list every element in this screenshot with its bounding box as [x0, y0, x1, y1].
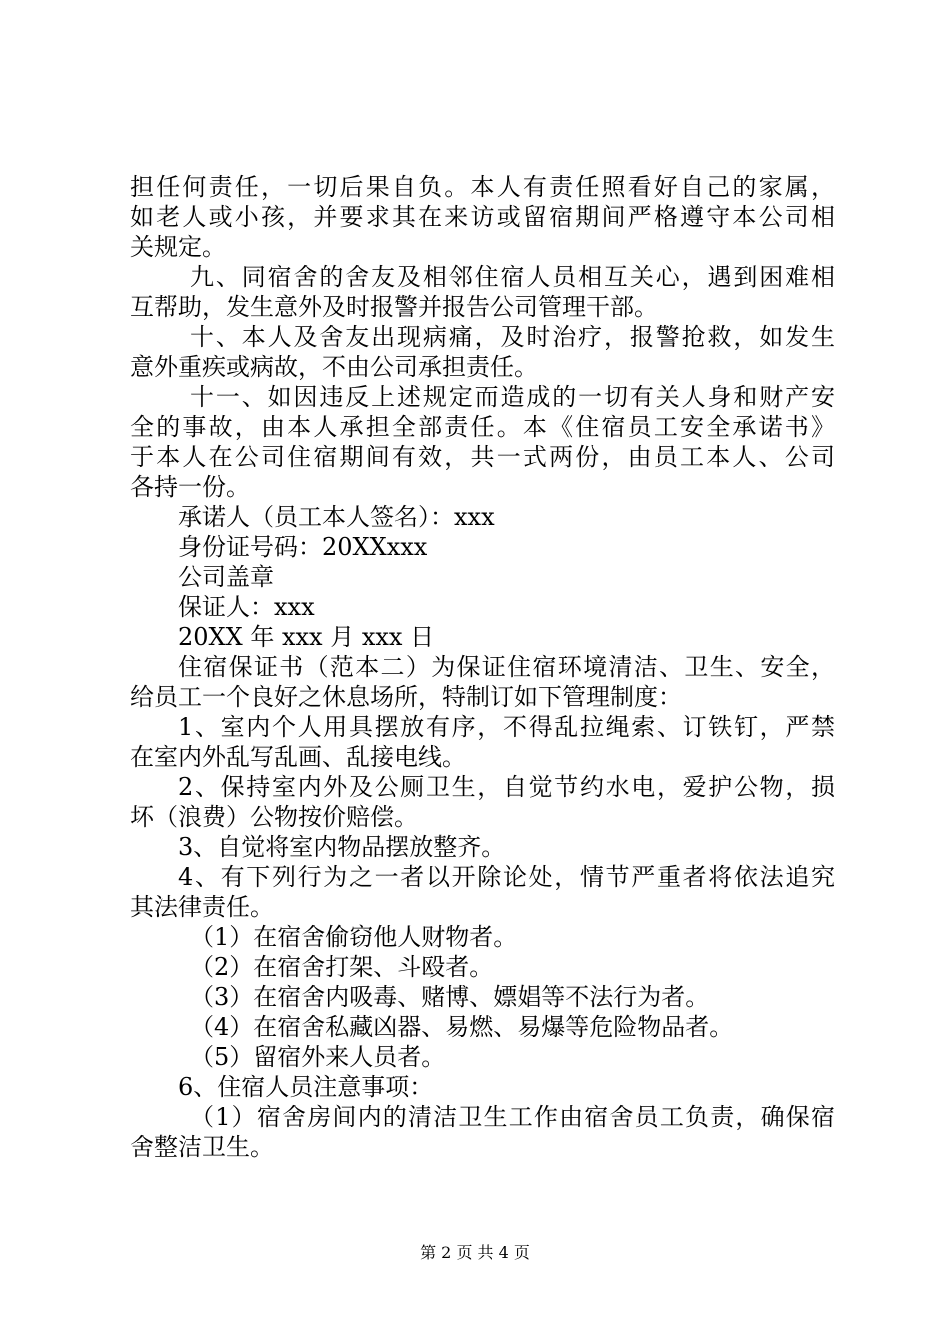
text-line: 意外重疾或病故，不由公司承担责任。 [130, 353, 538, 381]
rule-4-item-5: （5）留宿外来人员者。 [190, 1043, 446, 1071]
text-line: 于本人在公司住宿期间有效，共一式两份，由员工本人、公司 [130, 443, 835, 471]
text-line: 全的事故，由本人承担全部责任。本《住宿员工安全承诺书》 [130, 413, 835, 441]
text-line: 坏（浪费）公物按价赔偿。 [130, 803, 418, 831]
text-line: 各持一份。 [130, 473, 250, 501]
page-indicator: 第 2 页 共 4 页 [420, 1243, 530, 1262]
signer-line: 承诺人（员工本人签名）：xxx [178, 503, 495, 531]
rule-6-item-1: （1）宿舍房间内的清洁卫生工作由宿舍员工负责，确保宿 [190, 1103, 835, 1131]
text-line: 担任何责任，一切后果自负。本人有责任照看好自己的家属， [130, 173, 835, 201]
rule-4-item-4: （4）在宿舍私藏凶器、易燃、易爆等危险物品者。 [190, 1013, 734, 1041]
rule-4: 4、有下列行为之一者以开除论处，情节严重者将依法追究 [178, 863, 835, 891]
paragraph-10-start: 十、本人及舍友出现病痛，及时治疗，报警抢救，如发生 [190, 323, 835, 351]
date-line: 20XX 年 xxx 月 xxx 日 [178, 623, 435, 651]
id-number-line: 身份证号码：20XXxxx [178, 533, 428, 561]
paragraph-9-start: 九、同宿舍的舍友及相邻住宿人员相互关心，遇到困难相 [190, 263, 835, 291]
text-line: 给员工一个良好之休息场所，特制订如下管理制度： [130, 683, 682, 711]
rule-4-item-1: （1）在宿舍偷窃他人财物者。 [190, 923, 518, 951]
rule-4-item-2: （2）在宿舍打架、斗殴者。 [190, 953, 494, 981]
text-line: 如老人或小孩，并要求其在来访或留宿期间严格遵守本公司相 [130, 203, 835, 231]
rule-2: 2、保持室内外及公厕卫生，自觉节约水电，爱护公物，损 [178, 773, 835, 801]
rule-1: 1、室内个人用具摆放有序，不得乱拉绳索、订铁钉，严禁 [178, 713, 835, 741]
text-line: 在室内外乱写乱画、乱接电线。 [130, 743, 466, 771]
template-two-intro: 住宿保证书（范本二）为保证住宿环境清洁、卫生、安全， [178, 653, 835, 681]
rule-6: 6、住宿人员注意事项： [178, 1073, 434, 1101]
paragraph-11-start: 十一、如因违反上述规定而造成的一切有关人身和财产安 [190, 383, 835, 411]
text-line: 关规定。 [130, 233, 226, 261]
text-line: 其法律责任。 [130, 893, 274, 921]
text-line: 舍整洁卫生。 [130, 1133, 274, 1161]
rule-3: 3、自觉将室内物品摆放整齐。 [178, 833, 506, 861]
guarantor-line: 保证人：xxx [178, 593, 315, 621]
document-body [130, 172, 835, 1162]
rule-4-item-3: （3）在宿舍内吸毒、赌博、嫖娼等不法行为者。 [190, 983, 710, 1011]
company-seal-line: 公司盖章 [178, 563, 274, 591]
text-line: 互帮助，发生意外及时报警并报告公司管理干部。 [130, 293, 658, 321]
